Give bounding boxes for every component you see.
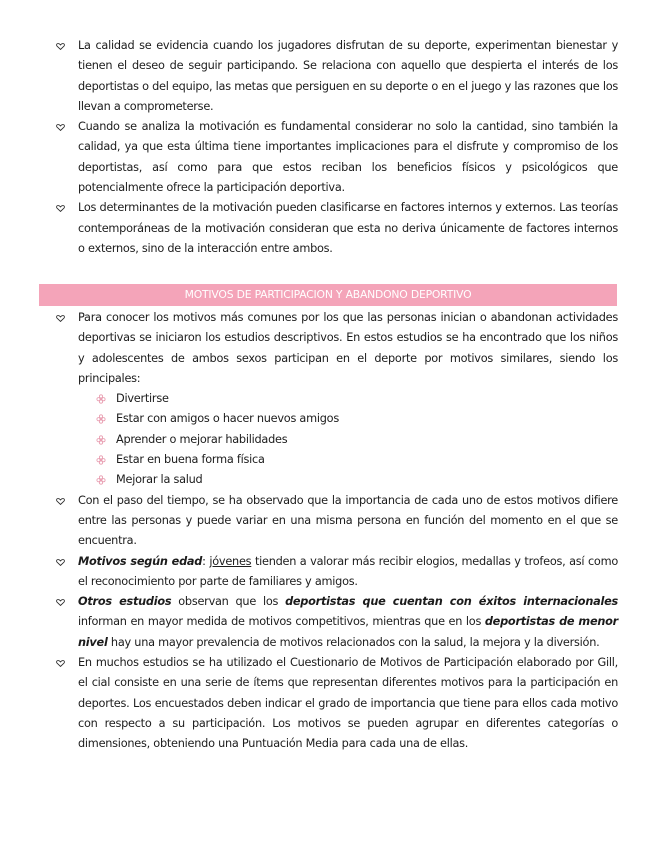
heart-bullet-icon [56,205,65,212]
paragraph-text: tienden a valorar más recibir elogios, medallas y trofeos, así como el reconocimiento por parte de familiares y amigos. [78,554,618,588]
list-item [56,198,618,259]
quality-bullet-list [56,36,618,259]
list-item [56,308,618,491]
list-item [56,491,618,552]
heart-bullet-icon [56,660,65,667]
paragraph-text: hay una mayor prevalencia de motivos relacionados con la salud, la mejora y la diversión. [107,635,600,649]
flower-bullet-icon [96,414,106,424]
other-studies-label: Otros estudios [78,595,172,609]
motive-item [96,409,618,429]
section-heading-banner: MOTIVOS DE PARTICIPACION Y ABANDONO DEPORTIVO [39,284,617,306]
list-item [56,36,618,117]
age-motives-label: Motivos según edad [78,554,203,568]
list-item [56,117,618,198]
flower-bullet-icon [96,394,106,404]
motive-label: Estar con amigos o hacer nuevos amigos [116,412,339,426]
paragraph-text: informan en mayor medida de motivos competitivos, mientras que en los [78,615,485,629]
paragraph-text: Para conocer los motivos más comunes por los que las personas inician o abandonan actividades deportivas se iniciaron los estudios descriptivos. En estos estudios se ha encontrado que los niños y adolescentes de ambos sexos participan en el deporte por motivos similares, siendo los principales: [78,311,618,385]
colon: : [202,554,206,568]
heart-bullet-icon [56,315,65,322]
international-athletes-emphasis: deportistas que cuentan con éxitos internacionales [285,595,618,609]
heart-bullet-icon [56,559,65,566]
list-item [56,552,618,593]
motives-bullet-list [56,308,618,755]
paragraph-text: Con el paso del tiempo, se ha observado que la importancia de cada uno de estos motivos difiere entre las personas y puede variar en una misma persona en función del momento en el que se encuentra. [78,493,618,548]
motives-sublist [78,389,618,490]
flower-bullet-icon [96,435,106,445]
motive-label: Divertirse [116,392,169,406]
flower-bullet-icon [96,455,106,465]
young-keyword: jóvenes [209,554,252,568]
motive-item [96,389,618,409]
motive-item [96,450,618,470]
motive-item [96,430,618,450]
heart-bullet-icon [56,599,65,606]
motive-label: Estar en buena forma física [116,453,265,467]
motive-label: Mejorar la salud [116,473,203,487]
flower-bullet-icon [96,475,106,485]
motive-item [96,470,618,490]
paragraph-text: Los determinantes de la motivación pueden clasificarse en factores internos y externos. Las teorías contemporáneas de la motivación consideran que esta no deriva únicamente de factores internos o externos, sino de la interacción entre ambos. [78,201,618,255]
heart-bullet-icon [56,43,65,50]
paragraph-text: En muchos estudios se ha utilizado el Cuestionario de Motivos de Participación elaborado por Gill, el cial consiste en una serie de ítems que representan diferentes motivos para la participación en deportes. Los encuestados deben indicar el grado de importancia que tiene para ellos cada motivo con respecto a su participación. Los motivos se pueden agrupar en diferentes categorías o dimensiones, obteniendo una Puntuación Media para cada una de ellas. [78,656,618,751]
lower-level-athletes-emphasis: deportistas de menor nivel [78,615,618,649]
paragraph-text: La calidad se evidencia cuando los jugadores disfrutan de su deporte, experimentan bienestar y tienen el deseo de seguir participando. Se relaciona con aquello que despierta el interés de los deportistas o del equipo, las metas que persiguen en su deporte o en el juego y las razones que los llevan a comprometerse. [78,39,619,113]
list-item [56,592,618,653]
heart-bullet-icon [56,498,65,505]
heart-bullet-icon [56,124,65,131]
paragraph-text: Cuando se analiza la motivación es fundamental considerar no solo la cantidad, sino también la calidad, ya que esta última tiene importantes implicaciones para el disfrute y compromiso de los deportistas, así como para que estos reciban los beneficios físicos y psicológicos que potencialmente ofrece la participación deportiva. [78,120,618,195]
paragraph-text: observan que los [171,595,286,609]
list-item [56,653,618,754]
motive-label: Aprender o mejorar habilidades [116,432,288,446]
